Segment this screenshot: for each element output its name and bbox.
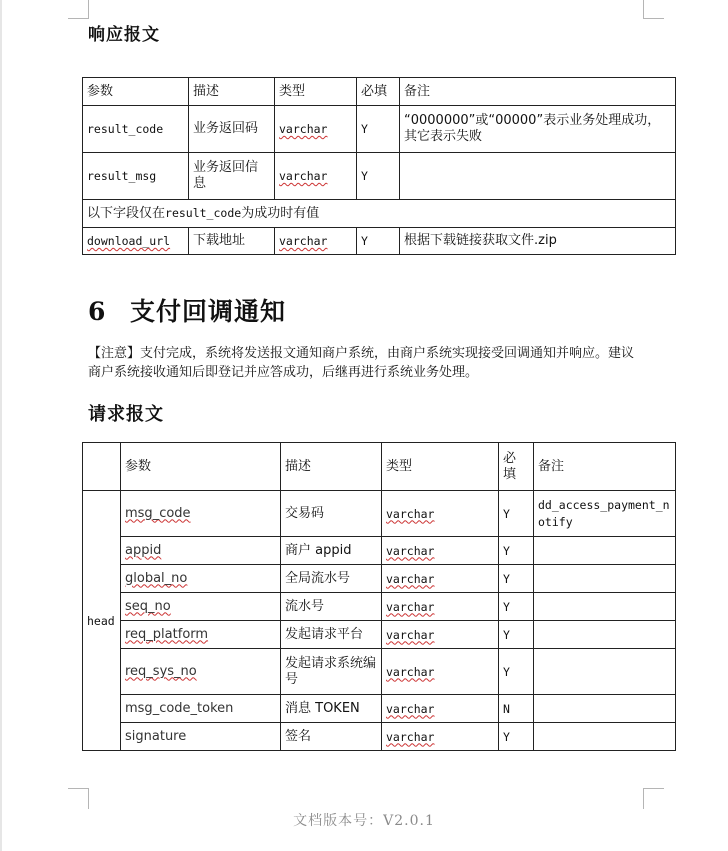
request-table (82, 442, 676, 751)
param-text: download_url (87, 234, 171, 248)
crop-mark-top-right (643, 0, 664, 19)
required-cell: Y (499, 621, 534, 649)
header-group (83, 443, 121, 491)
table-row (83, 649, 676, 695)
response-table (82, 77, 676, 255)
header-type: 类型 (275, 78, 357, 106)
span-note-cell (83, 200, 676, 228)
table-row (83, 621, 676, 649)
param-cell (83, 228, 189, 255)
param-cell (121, 593, 281, 621)
response-heading: 响应报文 (88, 25, 160, 45)
type-cell: varchar (382, 723, 499, 751)
required-cell: Y (357, 153, 400, 200)
param-text: seq_no (125, 598, 171, 614)
note-cell (534, 723, 676, 751)
required-cell: N (499, 695, 534, 723)
desc-cell: 业务返回信息 (189, 153, 275, 200)
request-heading: 请求报文 (88, 404, 164, 425)
header-desc: 描述 (189, 78, 275, 106)
desc-cell: 消息 TOKEN (281, 695, 382, 723)
param-cell (121, 565, 281, 593)
type-cell: varchar (382, 565, 499, 593)
param-text: appid (125, 542, 162, 558)
param-text: req_sys_no (125, 663, 197, 679)
param-cell (121, 537, 281, 565)
required-cell: Y (357, 106, 400, 153)
note-cell (534, 621, 676, 649)
required-cell: Y (499, 537, 534, 565)
section-title: 支付回调通知 (130, 297, 287, 326)
note-cell (534, 695, 676, 723)
table-row (83, 695, 676, 723)
desc-cell: 下载地址 (189, 228, 275, 255)
desc-cell: 发起请求系统编号 (281, 649, 382, 695)
required-cell: Y (499, 649, 534, 695)
header-required: 必 填 (499, 443, 534, 491)
desc-cell: 全局流水号 (281, 565, 382, 593)
param-cell: result_code (83, 106, 189, 153)
required-cell: Y (499, 491, 534, 537)
table-header-row (83, 78, 676, 106)
header-desc: 描述 (281, 443, 382, 491)
param-cell (121, 491, 281, 537)
crop-mark-bottom-left (68, 788, 89, 809)
note-cell: dd_access_payment_notify (534, 491, 676, 537)
header-note: 备注 (400, 78, 676, 106)
header-type: 类型 (382, 443, 499, 491)
table-row (83, 153, 676, 200)
table-row (83, 565, 676, 593)
crop-mark-top-left (68, 0, 89, 19)
page-edge (0, 0, 2, 851)
span-code: result_code (165, 206, 242, 220)
section-number: 6 (88, 297, 107, 326)
type-cell: varchar (382, 593, 499, 621)
note-cell (534, 565, 676, 593)
param-cell (121, 621, 281, 649)
table-header-row (83, 443, 676, 491)
param-cell: msg_code_token (121, 695, 281, 723)
required-cell: Y (499, 723, 534, 751)
type-cell: varchar (382, 695, 499, 723)
param-text: msg_code (125, 505, 191, 521)
required-cell: Y (499, 593, 534, 621)
type-cell: varchar (382, 537, 499, 565)
desc-cell: 流水号 (281, 593, 382, 621)
crop-mark-bottom-right (643, 788, 664, 809)
table-row (83, 723, 676, 751)
span-suffix: 为成功时有值 (241, 206, 320, 221)
group-label-cell: head (83, 491, 121, 751)
desc-cell: 业务返回码 (189, 106, 275, 153)
desc-cell: 签名 (281, 723, 382, 751)
type-cell: varchar (382, 649, 499, 695)
document-version-footer: 文档版本号：V2.0.1 (293, 813, 435, 829)
required-cell: Y (357, 228, 400, 255)
param-cell: result_msg (83, 153, 189, 200)
desc-cell: 商户 appid (281, 537, 382, 565)
note-cell (534, 537, 676, 565)
span-row (83, 200, 676, 228)
type-cell: varchar (275, 153, 357, 200)
section-heading (88, 292, 286, 328)
note-cell: “0000000”或“00000”表示业务处理成功，其它表示失败 (400, 106, 676, 153)
desc-cell: 发起请求平台 (281, 621, 382, 649)
table-row (83, 537, 676, 565)
required-cell: Y (499, 565, 534, 593)
header-param: 参数 (121, 443, 281, 491)
table-row (83, 491, 676, 537)
span-prefix: 以下字段仅在 (87, 206, 166, 221)
type-cell: varchar (275, 228, 357, 255)
header-param: 参数 (83, 78, 189, 106)
table-row (83, 106, 676, 153)
param-cell: signature (121, 723, 281, 751)
type-cell: varchar (382, 491, 499, 537)
table-row (83, 593, 676, 621)
param-cell (121, 649, 281, 695)
note-cell (400, 153, 676, 200)
param-text: global_no (125, 570, 188, 586)
type-cell: varchar (382, 621, 499, 649)
header-note: 备注 (534, 443, 676, 491)
header-required: 必填 (357, 78, 400, 106)
note-cell: 根据下载链接获取文件.zip (400, 228, 676, 255)
table-row (83, 228, 676, 255)
note-cell (534, 649, 676, 695)
note-paragraph: 【注意】支付完成，系统将发送报文通知商户系统，由商户系统实现接受回调通知并响应。建议商户系统接收通知后即登记并应答成功，后继再进行系统业务处理。 (88, 346, 635, 380)
param-text: req_platform (125, 626, 209, 642)
desc-cell: 交易码 (281, 491, 382, 537)
note-cell (534, 593, 676, 621)
type-cell: varchar (275, 106, 357, 153)
